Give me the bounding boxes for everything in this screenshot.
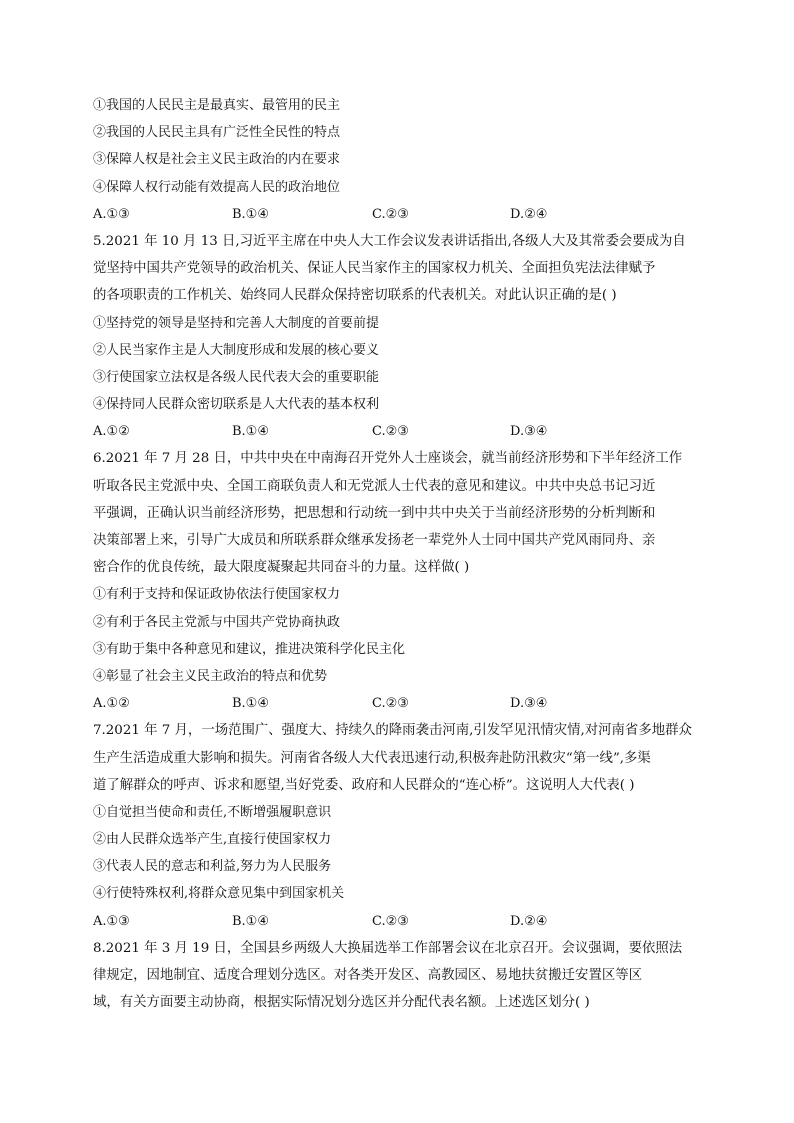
question-stem-line: 觉坚持中国共产党领导的政治机关、保证人民当家作主的国家权力机关、全面担负宪法法律赋予 — [93, 261, 656, 277]
choice-b: B.①④ — [232, 206, 269, 222]
question-6 — [93, 445, 703, 717]
option-line: ③代表人民的意志和利益,努力为人民服务 — [93, 859, 332, 875]
answer-choices — [93, 690, 703, 717]
option-line: ②我国的人民民主具有广泛性全民性的特点 — [93, 125, 341, 141]
question-stem-line: 5.2021 年 10 月 13 日,习近平主席在中央人大工作会议发表讲话指出,各级人大及其常委会要成为自 — [93, 233, 686, 249]
option-line: ①自觉担当使命和责任,不断增强履职意识 — [93, 804, 332, 820]
choice-a: A.①② — [93, 424, 130, 440]
question-stem-line: 决策部署上来，引导广大成员和所联系群众继承发扬老一辈党外人士同中国共产党风雨同舟、亲 — [93, 533, 656, 548]
option-line: ①我国的人民民主是最真实、最管用的民主 — [93, 98, 341, 113]
choice-b: B.①④ — [232, 696, 269, 712]
choice-a: A.①③ — [93, 206, 130, 222]
choice-a: A.①② — [93, 696, 130, 712]
question-5 — [93, 228, 703, 446]
choice-c: C.②③ — [372, 913, 409, 929]
choice-c: C.②③ — [372, 206, 409, 222]
question-stem-line: 道了解群众的呼声、诉求和愿望,当好党委、政府和人民群众的“连心桥”。这说明人大代表( ) — [93, 777, 635, 793]
choice-a: A.①③ — [93, 913, 130, 929]
option-line: ③保障人权是社会主义民主政治的内在要求 — [93, 152, 341, 168]
choice-c: C.②③ — [372, 696, 409, 712]
question-stem-line: 6.2021 年 7 月 28 日，中共中央在中南海召开党外人士座谈会，就当前经济形势和下半年经济工作 — [93, 451, 683, 467]
choice-b: B.①④ — [232, 913, 269, 929]
option-line: ④彰显了社会主义民主政治的特点和优势 — [93, 668, 328, 684]
option-line: ②有利于各民主党派与中国共产党协商执政 — [93, 614, 341, 630]
answer-choices — [93, 201, 703, 228]
answer-choices — [93, 908, 703, 935]
question-stem-line: 密合作的优良传统，最大限度凝聚起共同奋斗的力量。这样做( ) — [93, 560, 470, 576]
option-line: ④行使特殊权利,将群众意见集中到国家机关 — [93, 886, 345, 902]
option-line: ②人民当家作主是人大制度形成和发展的核心要义 — [93, 342, 380, 358]
question-stem-line: 7.2021 年 7 月，一场范围广、强度大、持续久的降雨袭击河南,引发罕见汛情灾情,对河南省多地群众 — [93, 723, 692, 739]
question-stem-line: 律规定，因地制宜、适度合理划分选区。对各类开发区、高教园区、易地扶贫搬迁安置区等区 — [93, 968, 643, 983]
option-line: ④保障人权行动能有效提高人民的政治地位 — [93, 179, 341, 195]
question-stem-line: 生产生活造成重大影响和损失。河南省各级人大代表迅速行动,积极奔赴防汛救灾“第一线”,多渠 — [93, 750, 651, 766]
option-line: ①坚持党的领导是坚持和完善人大制度的首要前提 — [93, 315, 380, 331]
choice-d: D.③④ — [510, 696, 548, 712]
question-stem-line: 域，有关方面要主动协商，根据实际情况划分选区并分配代表名额。上述选区划分( ) — [93, 995, 590, 1011]
choice-d: D.③④ — [510, 424, 548, 440]
option-line: ③行使国家立法权是各级人民代表大会的重要职能 — [93, 369, 380, 385]
option-line: ②由人民群众选举产生,直接行使国家权力 — [93, 832, 332, 848]
question-stem-line: 8.2021 年 3 月 19 日，全国县乡两级人大换届选举工作部署会议在北京召开。会议强调，要依照法 — [93, 940, 683, 956]
question-stem-line: 平强调，正确认识当前经济形势，把思想和行动统一到中共中央关于当前经济形势的分析判断和 — [93, 505, 656, 521]
option-line: ③有助于集中各种意见和建议，推进决策科学化民主化 — [93, 641, 406, 657]
question-8 — [93, 935, 703, 1017]
exam-page — [93, 92, 703, 1016]
question-4 — [93, 92, 703, 228]
option-line: ④保持同人民群众密切联系是人大代表的基本权利 — [93, 397, 380, 413]
option-line: ①有利于支持和保证政协依法行使国家权力 — [93, 587, 341, 603]
question-stem-line: 的各项职责的工作机关、始终同人民群众保持密切联系的代表机关。对此认识正确的是( ) — [93, 288, 617, 304]
choice-d: D.②④ — [510, 206, 548, 222]
choice-d: D.②④ — [510, 913, 548, 929]
question-7 — [93, 717, 703, 935]
question-stem-line: 听取各民主党派中央、全国工商联负责人和无党派人士代表的意见和建议。中共中央总书记习近 — [93, 478, 656, 494]
choice-c: C.②③ — [372, 424, 409, 440]
answer-choices — [93, 418, 703, 445]
choice-b: B.①④ — [232, 424, 269, 440]
